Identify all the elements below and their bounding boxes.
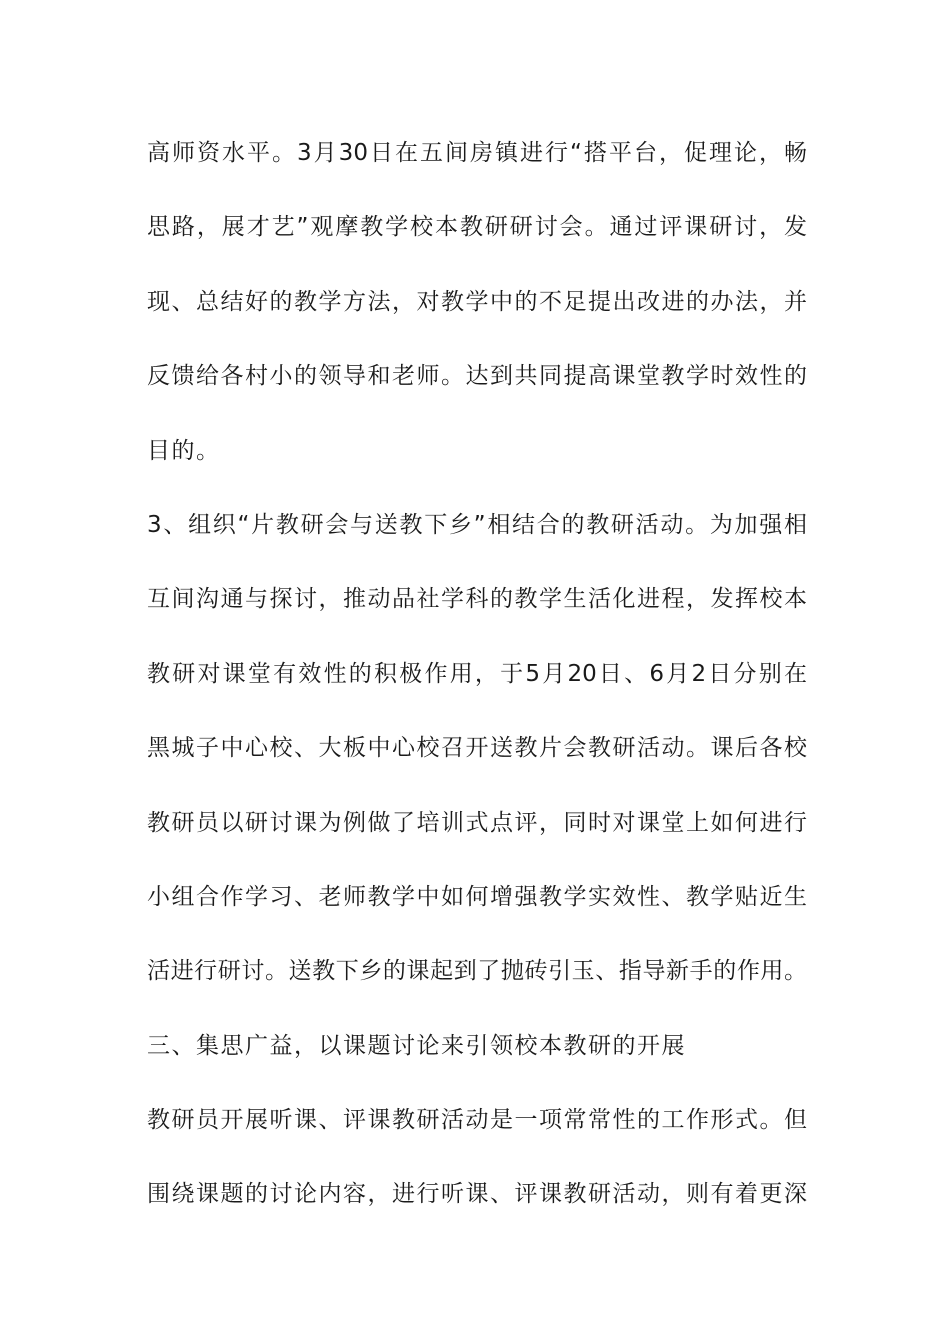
- text-line-4: 反馈给各村小的领导和老师。达到共同提高课堂教学时效性的: [147, 363, 807, 390]
- text-line-9: 黑城子中心校、大板中心校召开送教片会教研活动。课后各校: [147, 735, 807, 762]
- text-line-10: 教研员以研讨课为例做了培训式点评，同时对课堂上如何进行: [147, 809, 807, 836]
- text-line-7: 互间沟通与探讨，推动品社学科的教学生活化进程，发挥校本: [147, 586, 807, 613]
- text-line-11: 小组合作学习、老师教学中如何增强教学实效性、教学贴近生: [147, 883, 807, 910]
- body-text: [147, 133, 807, 1249]
- text-line-8: 教研对课堂有效性的积极作用，于5月20日、6月2日分别在: [147, 660, 807, 687]
- text-line-12: 活进行研讨。送教下乡的课起到了抛砖引玉、指导新手的作用。: [147, 958, 807, 985]
- text-line-14: 教研员开展听课、评课教研活动是一项常常性的工作形式。但: [147, 1107, 807, 1134]
- text-line-15: 围绕课题的讨论内容，进行听课、评课教研活动，则有着更深: [147, 1181, 807, 1208]
- text-line-3: 现、总结好的教学方法，对教学中的不足提出改进的办法，并: [147, 288, 807, 315]
- text-line-1: 高师资水平。3月30日在五间房镇进行“搭平台，促理论，畅: [147, 140, 807, 166]
- text-line-6: 3、组织“片教研会与送教下乡”相结合的教研活动。为加强相: [147, 511, 807, 538]
- text-line-2: 思路，展才艺”观摩教学校本教研研讨会。通过评课研讨，发: [147, 214, 807, 241]
- section-heading: 三、集思广益，以课题讨论来引领校本教研的开展: [147, 1032, 686, 1059]
- text-line-5: 目的。: [147, 437, 221, 464]
